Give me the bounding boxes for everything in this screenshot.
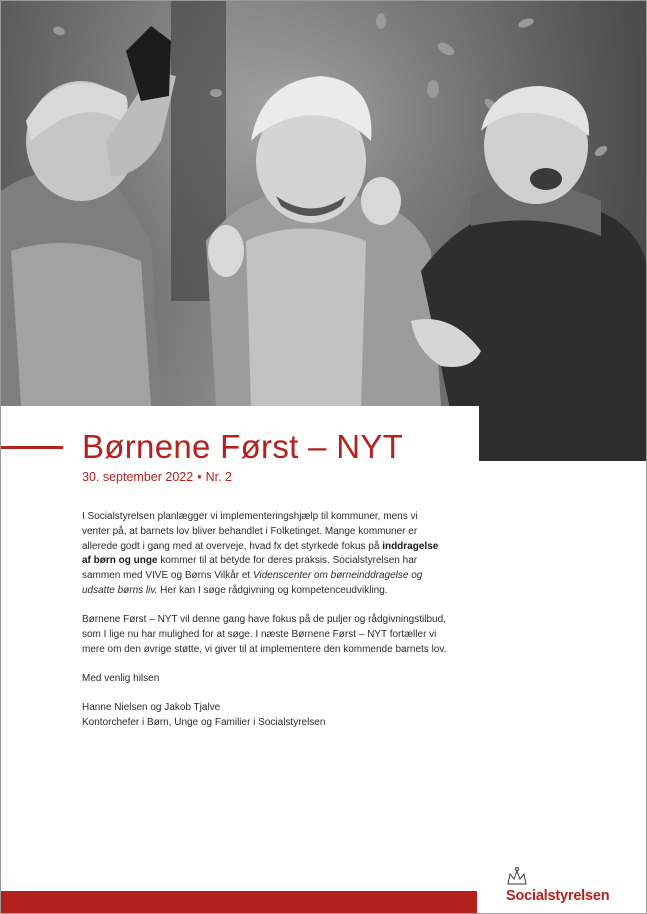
issue-line (82, 470, 232, 484)
intro-text-1: I Socialstyrelsen planlægger vi implementeringshjælp til kommuner, mens vi venter på, at barnets lov bliver behandlet i Folketinget. Mange kommuner er allerede godt i gang med at overveje, hvad fx det styrkede fokus på (82, 511, 418, 552)
issue-number: Nr. 2 (205, 470, 232, 484)
socialstyrelsen-logo (506, 866, 618, 906)
red-accent-rule (1, 446, 63, 449)
second-paragraph: Børnene Først – NYT vil denne gang have fokus på de puljer og rådgivningstilbud, som I lige nu har mulighed for at søge. I næste Børnene Først – NYT fortæller vi mere om den øvrige støtte, vi giver til at implementere den kommende barnets lov. (82, 614, 447, 655)
signature-title: Kontorchefer i Børn, Unge og Familier i Socialstyrelsen (82, 717, 326, 729)
footer-red-bar (1, 891, 477, 913)
signature-block (82, 701, 447, 731)
intro-paragraph (82, 510, 447, 599)
logo-wordmark: Socialstyrelsen (506, 888, 610, 904)
greeting: Med venlig hilsen (82, 673, 160, 685)
newsletter-title: Børnene Først – NYT (82, 428, 404, 465)
hero-photo (1, 1, 646, 461)
separator-dot: • (197, 470, 202, 484)
article-body (82, 510, 447, 731)
signature-names: Hanne Nielsen og Jakob Tjalve (82, 702, 221, 714)
intro-text-2: kommer til at betyde for deres praksis. Socialstyrelsen har sammen med VIVE og Børns Vilkår et (82, 555, 418, 582)
issue-date: 30. september 2022 (82, 470, 194, 484)
crown-icon (506, 866, 618, 888)
intro-italic-text: Videnscenter om børneinddragelse og udsatte børns liv. (82, 570, 423, 596)
intro-text-3: Her kan I søge rådgivning og kompetenceudvikling. (157, 584, 388, 596)
intro-bold-text: inddragelse af børn og unge (82, 540, 439, 567)
children-playing-image (1, 1, 646, 461)
